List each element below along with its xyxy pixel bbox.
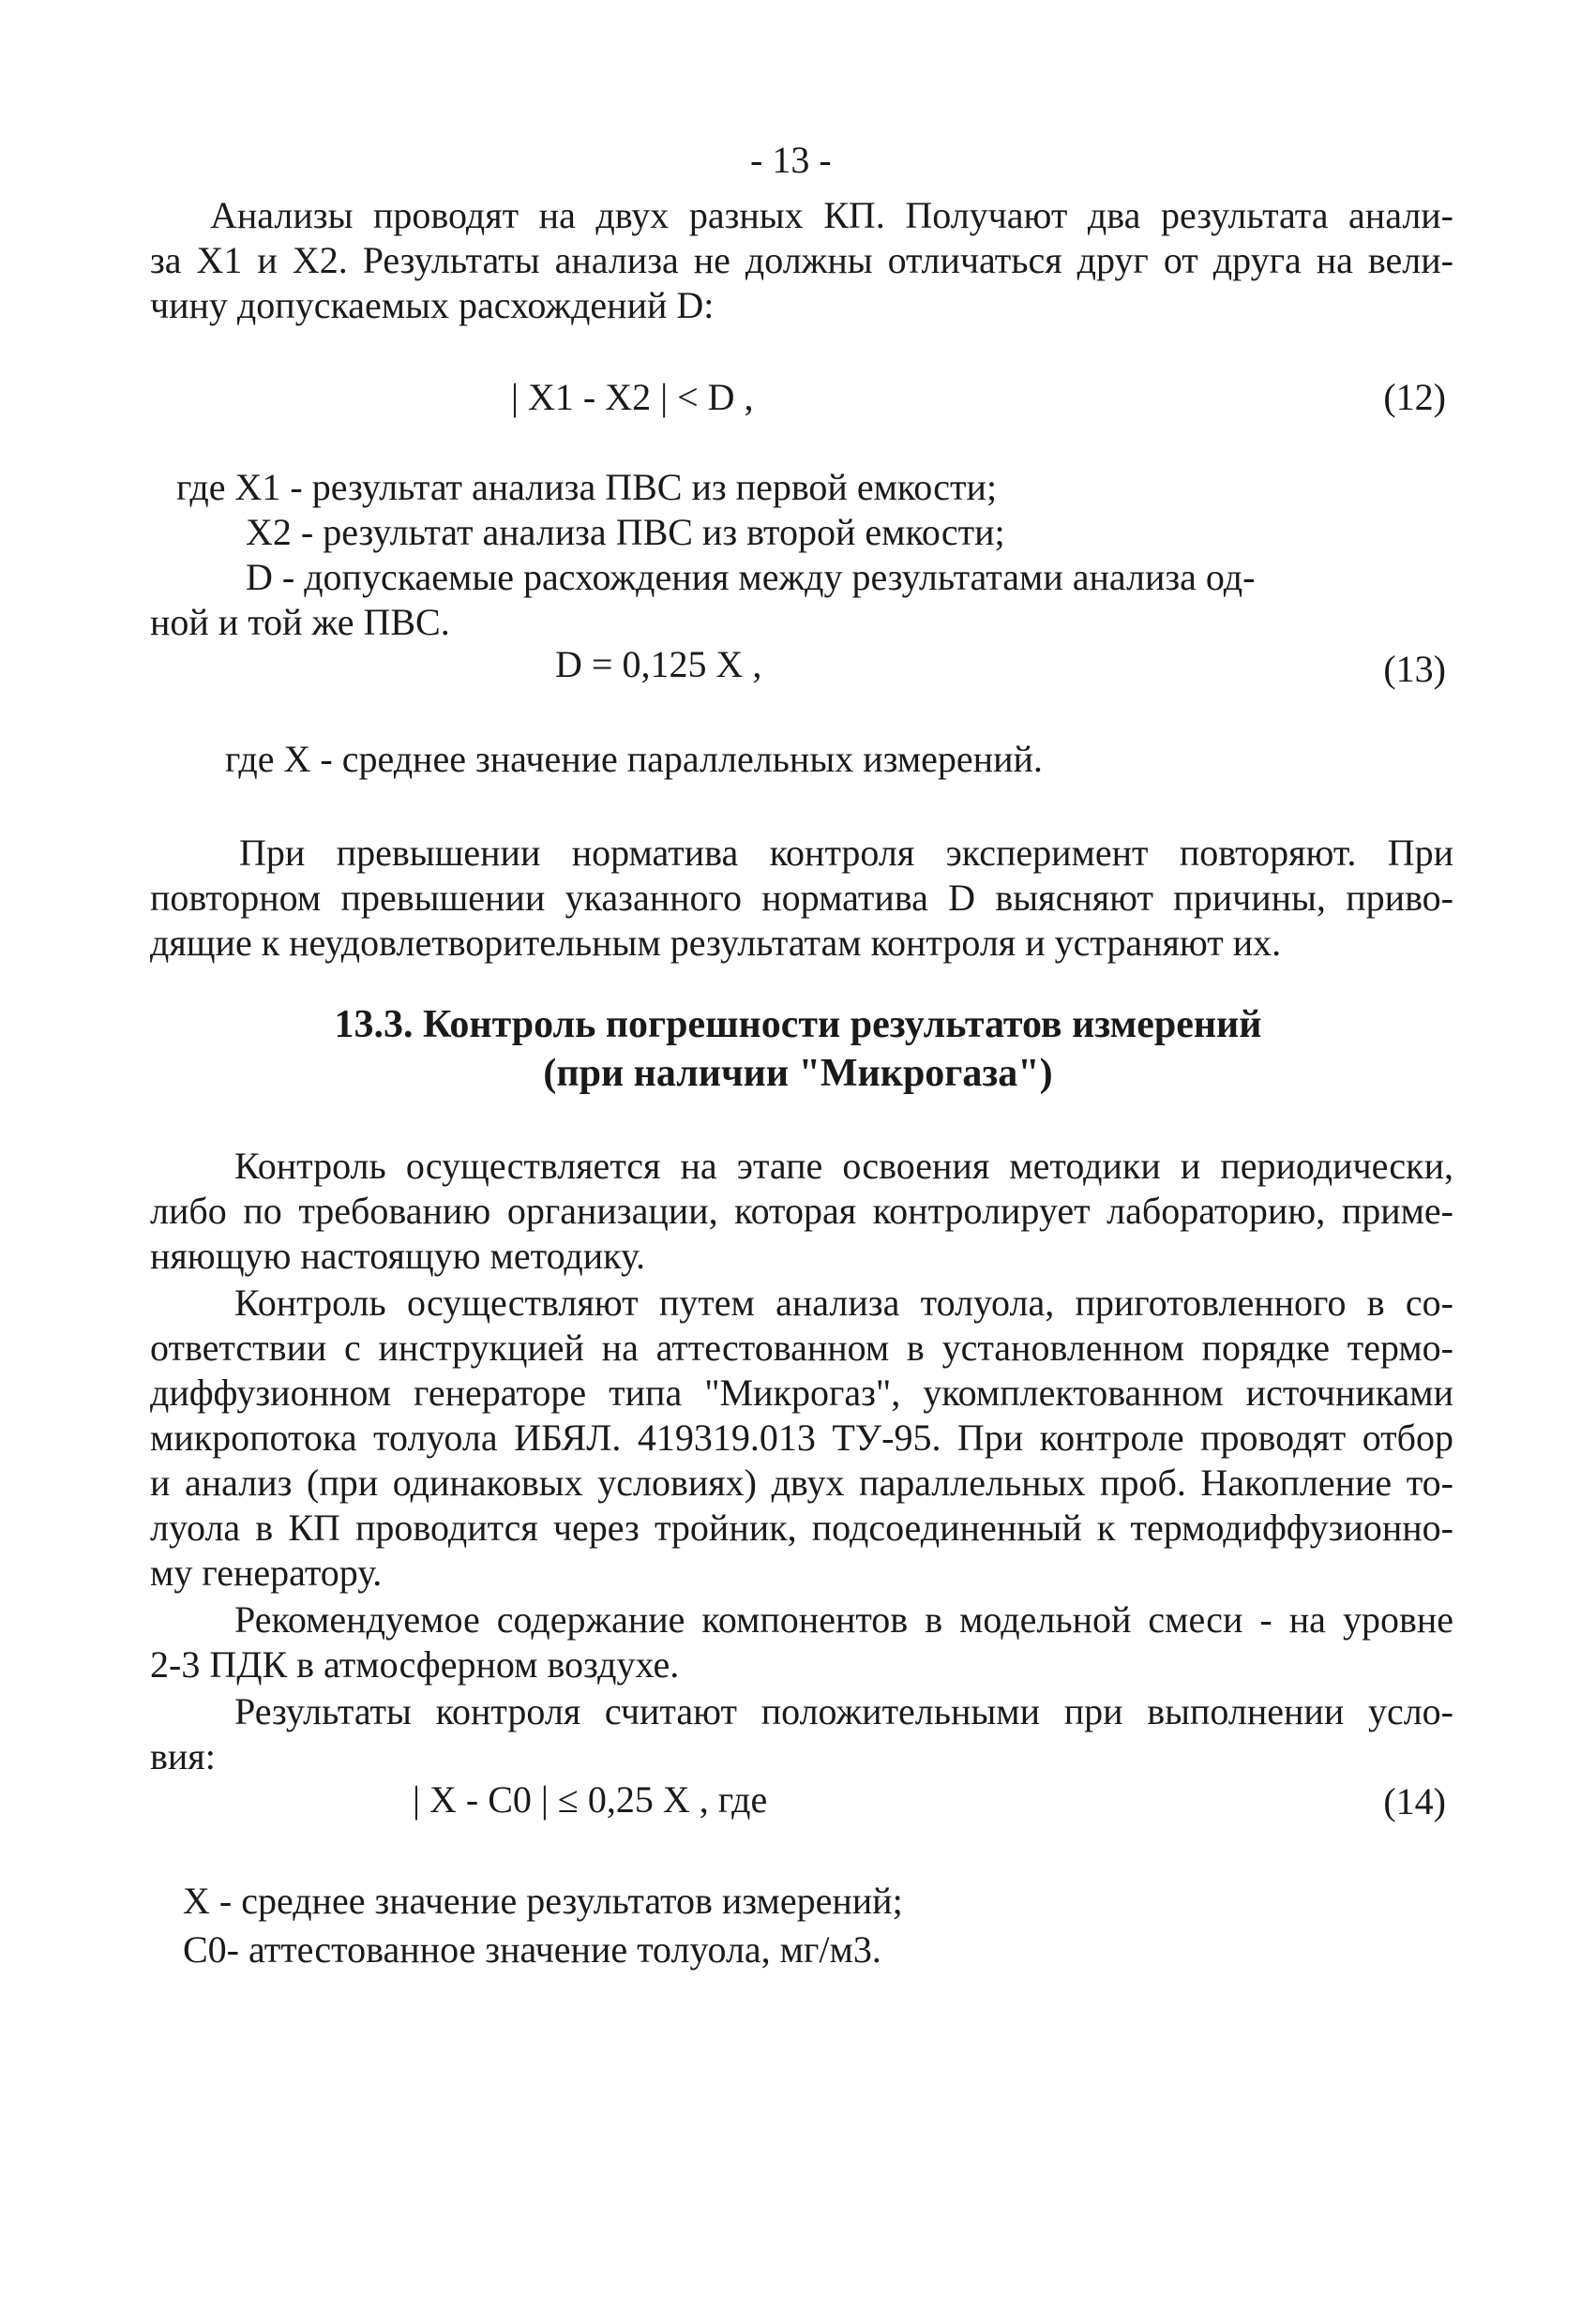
control2-line-6: луола в КП проводится через тройник, подсоединенный к термодиффузионно-	[150, 1507, 1453, 1549]
results-paragraph	[150, 1689, 1453, 1779]
formula-12: | X1 - X2 | < D ,	[511, 376, 754, 418]
exceed-line-3: дящие к неудовлетворительным результатам контроля и устраняют их.	[150, 922, 1282, 964]
formula-13: D = 0,125 X ,	[555, 643, 762, 685]
where-d-line1: D - допускаемые расхождения между результатами анализа од-	[246, 556, 1256, 598]
formula-14: | X - C0 | ≤ 0,25 X , где	[413, 1778, 768, 1821]
formula-14-number: (14)	[1383, 1780, 1446, 1822]
intro-line-1: Анализы проводят на двух разных КП. Получают два результата анали-	[210, 194, 1453, 236]
section-heading-line-2: (при наличии "Микрогаза")	[543, 1052, 1053, 1095]
exceed-line-1: При превышении норматива контроля эксперимент повторяют. При	[239, 832, 1453, 874]
recommended-line-1: Рекомендуемое содержание компонентов в модельной смеси - на уровне	[234, 1598, 1453, 1641]
results-line-1: Результаты контроля считают положительными при выполнении усло-	[234, 1690, 1453, 1732]
where-x2: X2 - результат анализа ПВС из второй емкости;	[246, 511, 1005, 553]
control1-line-2: либо по требованию организации, которая контролирует лабораторию, приме-	[150, 1190, 1453, 1232]
control2-line-4: микропотока толуола ИБЯЛ. 419319.013 ТУ-95. При контроле проводят отбор	[150, 1417, 1453, 1459]
control2-line-2: ответствии с инструкцией на аттестованном в установленном порядке термо-	[150, 1327, 1453, 1369]
control2-line-3: диффузионном генераторе типа "Микрогаз", укомплектованном источниками	[150, 1372, 1453, 1414]
page-number: - 13 -	[750, 139, 832, 181]
where-mean: где X - среднее значение параллельных измерений.	[225, 738, 1043, 780]
control1-line-3: няющую настоящую методику.	[150, 1235, 646, 1277]
where-x1: где X1 - результат анализа ПВС из первой емкости;	[176, 466, 998, 508]
results-line-2: вия:	[150, 1735, 216, 1777]
formula-12-number: (12)	[1383, 376, 1446, 418]
control2-line-7: му генератору.	[150, 1552, 383, 1594]
control1-line-1: Контроль осуществляется на этапе освоения методики и периодически,	[234, 1145, 1453, 1187]
control-paragraph-1	[150, 1144, 1453, 1279]
control-paragraph-2	[150, 1281, 1453, 1596]
recommended-line-2: 2-3 ПДК в атмосферном воздухе.	[150, 1643, 680, 1686]
exceed-line-2: повторном превышении указанного норматива D выясняют причины, приво-	[150, 877, 1453, 919]
formula-13-number: (13)	[1383, 648, 1446, 690]
intro-line-2: за X1 и X2. Результаты анализа не должны отличаться друг от друга на вели-	[150, 239, 1453, 281]
exceed-paragraph	[150, 831, 1453, 966]
intro-paragraph	[150, 193, 1453, 328]
where-d-line2: ной и той же ПВС.	[150, 601, 450, 643]
control2-line-5: и анализ (при одинаковых условиях) двух параллельных проб. Накопление то-	[150, 1462, 1453, 1504]
intro-line-3: чину допускаемых расхождений D:	[150, 284, 715, 326]
control2-line-1: Контроль осуществляют путем анализа толуола, приготовленного в со-	[234, 1282, 1453, 1324]
legend-mean: X - среднее значение результатов измерений;	[183, 1880, 903, 1922]
section-heading-line-1: 13.3. Контроль погрешности результатов измерений	[334, 1003, 1262, 1046]
legend-c0: C0- аттестованное значение толуола, мг/м3.	[183, 1928, 881, 1971]
section-heading	[0, 1000, 1596, 1098]
recommended-paragraph	[150, 1597, 1453, 1687]
